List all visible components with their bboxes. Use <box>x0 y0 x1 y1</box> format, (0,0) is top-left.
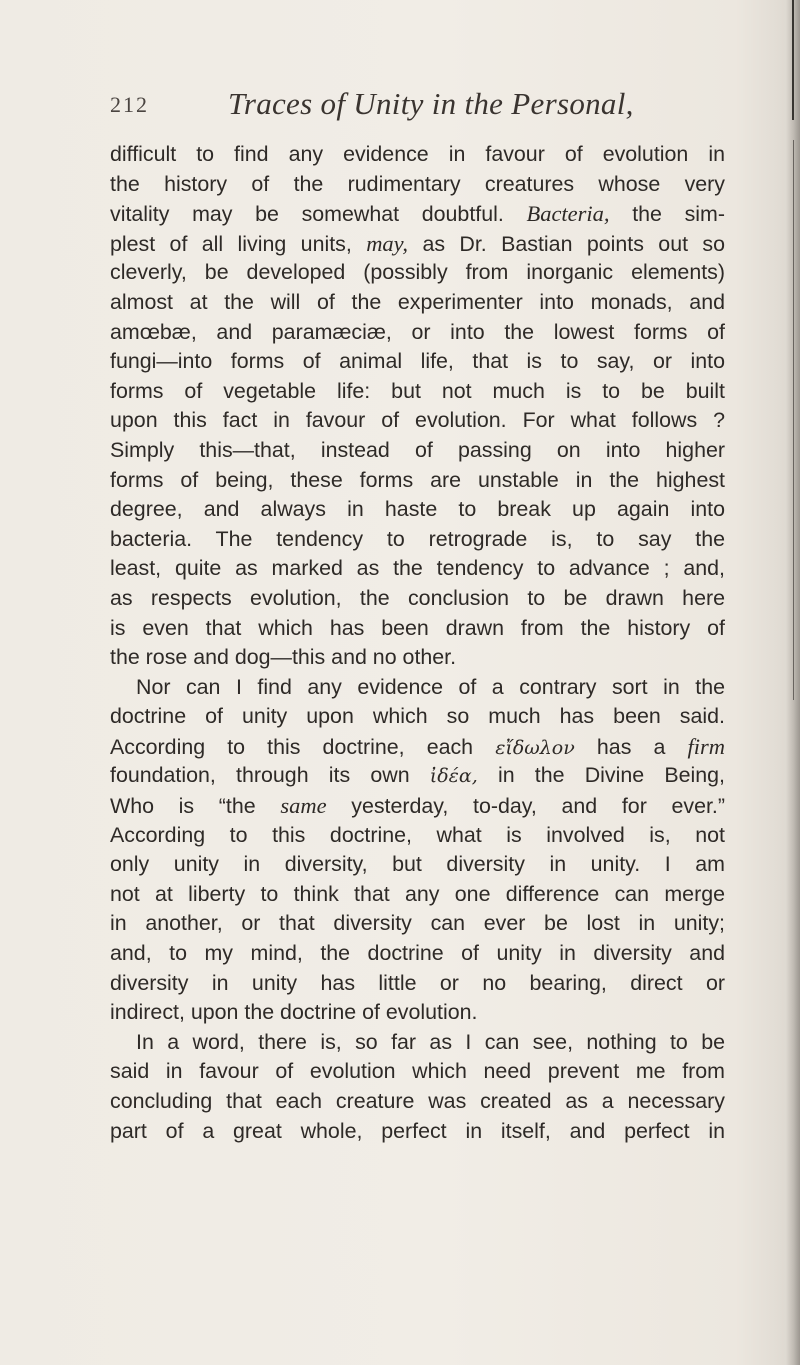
line-text: said in favour of evolution which need prevent me from <box>110 1059 725 1084</box>
running-head <box>110 86 750 122</box>
body-text <box>110 140 725 1146</box>
line-text: degree, and always in haste to break up again into <box>110 497 725 522</box>
italic-text: firm <box>687 733 726 759</box>
text-line <box>110 436 725 466</box>
text-line <box>110 466 725 496</box>
line-text: indirect, upon the doctrine of evolution. <box>110 1000 478 1025</box>
line-text: diversity in unity has little or no bearing, direct or <box>110 970 725 995</box>
line-text: least, quite as marked as the tendency to advance ; and, <box>110 556 725 581</box>
text-line <box>110 821 725 851</box>
line-text: concluding that each creature was created as a necessary <box>110 1089 725 1113</box>
line-text: part of a great whole, perfect in itself, and perfect in <box>110 1118 725 1143</box>
line-text: the rose and dog—this and no other. <box>110 645 457 670</box>
text-line <box>110 761 725 791</box>
line-text: plest of all living units, <box>110 231 367 256</box>
page-edge-line <box>793 140 794 700</box>
text-line <box>110 170 725 200</box>
line-text: forms of vegetable life: but not much is to be built <box>110 378 725 403</box>
line-text: in the Divine Being, <box>477 763 725 788</box>
line-text: and, to my mind, the doctrine of unity in diversity and <box>110 941 725 966</box>
text-line <box>110 495 725 525</box>
line-text: in another, or that diversity can ever be lost in unity; <box>110 911 725 936</box>
text-line <box>110 673 725 703</box>
line-text: vitality may be somewhat doubtful. <box>110 202 527 227</box>
line-text: In a word, there is, so far as I can see, nothing to be <box>136 1029 725 1054</box>
page-number: 212 <box>110 92 149 117</box>
line-text: not at liberty to think that any one difference can merge <box>110 881 725 906</box>
line-text: yesterday, to-day, and for ever.” <box>326 794 726 819</box>
text-line <box>110 347 725 377</box>
line-text: difficult to find any evidence in favour of evolution in <box>110 142 725 166</box>
line-text: Nor can I find any evidence of a contrary sort in the <box>136 674 725 699</box>
text-line <box>110 909 725 939</box>
text-line <box>110 1117 725 1147</box>
line-text: is even that which has been drawn from the history of <box>110 615 725 640</box>
italic-text: Bacteria, <box>526 201 610 227</box>
text-line <box>110 377 725 407</box>
text-line <box>110 791 725 821</box>
text-line <box>110 584 725 614</box>
italic-text: same <box>280 793 327 819</box>
line-text: foundation, through its own <box>110 763 430 788</box>
text-line <box>110 850 725 880</box>
page-edge-line <box>792 0 794 120</box>
text-line <box>110 643 725 673</box>
running-head-title: Traces of Unity in the Personal, <box>228 86 634 121</box>
text-line <box>110 969 725 999</box>
line-text: upon this fact in favour of evolution. For what follows ? <box>110 408 725 433</box>
line-text: almost at the will of the experimenter into monads, and <box>110 289 725 314</box>
text-line <box>110 614 725 644</box>
line-text: as respects evolution, the conclusion to be drawn here <box>110 585 725 610</box>
text-line <box>110 406 725 436</box>
line-text: According to this doctrine, what is involved is, not <box>110 822 725 847</box>
line-text: only unity in diversity, but diversity in unity. I am <box>110 852 725 877</box>
text-line <box>110 525 725 555</box>
line-text: the history of the rudimentary creatures whose very <box>110 171 725 196</box>
line-text: bacteria. The tendency to retrograde is, to say the <box>110 526 725 551</box>
text-line <box>110 732 725 762</box>
line-text: the sim- <box>609 202 725 227</box>
text-line <box>110 998 725 1028</box>
text-line <box>110 258 725 288</box>
greek-text: ἰδέα, <box>429 765 478 788</box>
text-line <box>110 1087 725 1117</box>
line-text: According to this doctrine, each <box>110 734 496 759</box>
line-text: has a <box>574 734 688 759</box>
text-line <box>110 880 725 910</box>
text-line <box>110 318 725 348</box>
line-text: Who is “the <box>110 794 281 819</box>
italic-text: may, <box>366 230 409 256</box>
text-line <box>110 1028 725 1058</box>
text-line <box>110 199 725 229</box>
line-text: amœbæ, and paramæciæ, or into the lowest forms of <box>110 319 725 344</box>
line-text: doctrine of unity upon which so much has been said. <box>110 704 725 729</box>
text-line <box>110 288 725 318</box>
line-text: forms of being, these forms are unstable in the highest <box>110 467 725 492</box>
line-text: cleverly, be developed (possibly from inorganic elements) <box>110 260 725 285</box>
line-text: Simply this—that, instead of passing on into higher <box>110 437 725 462</box>
text-line <box>110 229 725 259</box>
text-line <box>110 702 725 732</box>
line-text: fungi—into forms of animal life, that is to say, or into <box>110 349 725 374</box>
text-line <box>110 554 725 584</box>
text-line <box>110 1057 725 1087</box>
greek-text: εἴδωλον <box>495 736 575 759</box>
line-text: as Dr. Bastian points out so <box>408 231 725 256</box>
text-line <box>110 140 725 170</box>
text-line <box>110 939 725 969</box>
